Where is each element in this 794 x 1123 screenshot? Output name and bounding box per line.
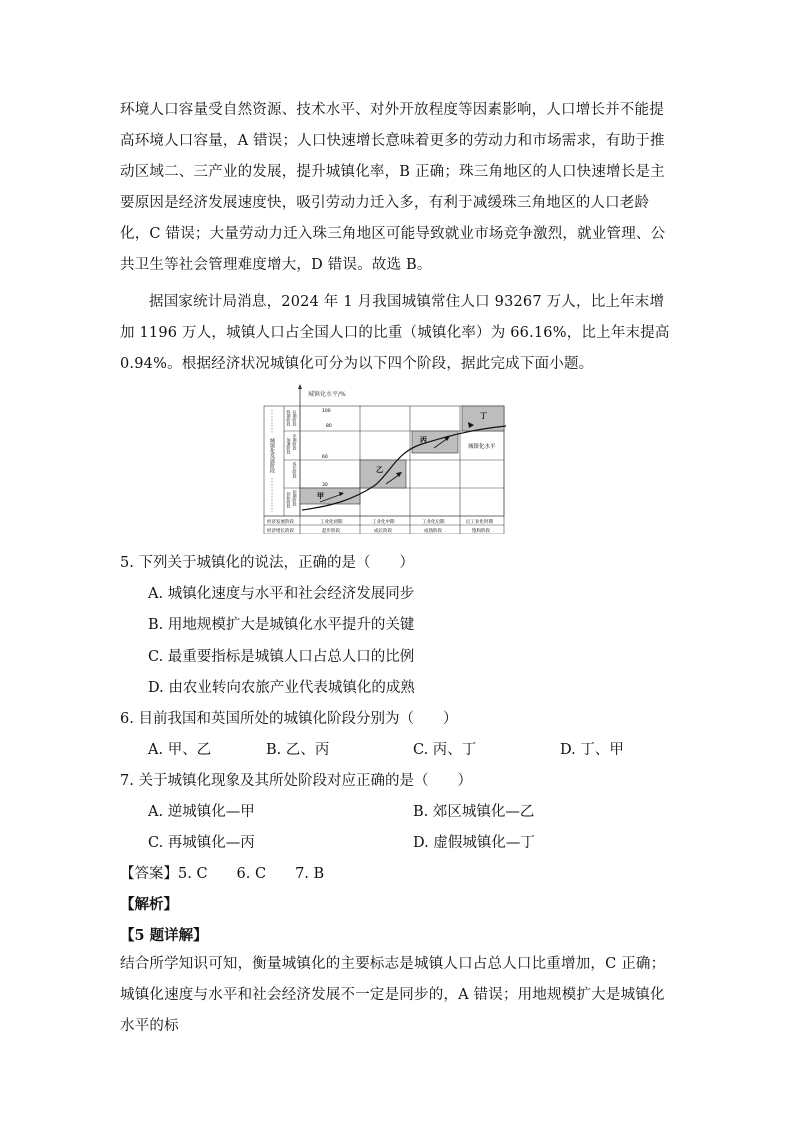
q6-option-a[interactable]: A. 甲、乙 <box>148 742 212 758</box>
bottom-row2-title: 经济增长阶段 <box>267 529 294 534</box>
left-stage: 初始阶段 <box>286 492 292 508</box>
bottom-row1-cell: 工业化后期 <box>422 520 445 525</box>
q5-option-d[interactable]: D. 由农业转向农旅产业代表城镇化的成熟 <box>148 680 415 696</box>
q5-option-c[interactable]: C. 最重要指标是城镇人口占总人口的比例 <box>148 649 415 665</box>
question-5-stem: 5. 下列关于城镇化的说法，正确的是（ ） <box>120 555 414 571</box>
q7-option-d[interactable]: D. 虚假城镇化—丁 <box>413 835 535 851</box>
q5-option-a[interactable]: A. 城镇化速度与水平和社会经济发展同步 <box>148 586 415 602</box>
y-tick: 100 <box>322 409 331 414</box>
analysis-heading: 【解析】 <box>120 896 178 913</box>
q7-option-a[interactable]: A. 逆城镇化—甲 <box>148 804 255 820</box>
y-tick: 80 <box>326 424 332 429</box>
bottom-row1-cell: 工业化中期 <box>372 520 395 525</box>
box-label-jia: 甲 <box>317 492 324 500</box>
curve-label: 城镇化水平 <box>468 444 496 450</box>
q6-option-d[interactable]: D. 丁、甲 <box>560 742 624 758</box>
box-label-bing: 丙 <box>420 436 427 444</box>
inner-stage: 成长阶段 <box>292 462 298 478</box>
question-intro-paragraph: 据国家统计局消息，2024 年 1 月我国城镇常住人口 93267 万人，比上年末增加 1196 万人，城镇人口占全国人口的比重（城镇化率）为 66.16%，比上年末提高 0.94%。根据经济状况城镇化可分为以下四个阶段，据此完成下面小题。 <box>120 294 670 372</box>
box-label-ding: 丁 <box>480 412 487 420</box>
question-6-stem: 6. 目前我国和英国所处的城镇化阶段分别为（ ） <box>120 711 458 727</box>
q6-option-c[interactable]: C. 丙、丁 <box>413 742 477 758</box>
bottom-row1-cell: 工业化初期 <box>320 520 343 525</box>
inner-stage: 初期阶段 <box>292 490 298 506</box>
bottom-row2-cell: 饱和阶段 <box>472 529 490 534</box>
answer-line: 【答案】5. C 6. C 7. B <box>120 866 325 882</box>
left-stage: 加速阶段 <box>286 438 292 454</box>
explanation-paragraph: 环境人口容量受自然资源、技术水平、对外开放程度等因素影响，人口增长并不能提高环境人口容量，A 错误；人口快速增长意味着更多的劳动力和市场需求，有助于推动区域二、三产业的发展，提升城镇化率，B 正确；珠三角地区的人口快速增长是主要原因是经济发展速度快，吸引劳动力迁入多，有利于减缓珠三角地区的人口老龄化，C 错误；大量劳动力迁入珠三角地区可能导致就业市场竞争激烈，就业管理、公共卫生等社会管理难度增大，D 错误。故选 B。 <box>120 102 666 273</box>
q5-detail-heading: 【5 题详解】 <box>120 927 208 944</box>
question-7-stem: 7. 关于城镇化现象及其所处阶段对应正确的是（ ） <box>120 773 472 789</box>
q7-option-b[interactable]: B. 郊区城镇化—乙 <box>413 804 535 820</box>
q7-option-c[interactable]: C. 再城镇化—丙 <box>148 835 255 851</box>
box-label-yi: 乙 <box>376 466 383 474</box>
y-tick: 30 <box>322 483 328 488</box>
left-title: 城镇化发展阶段 <box>269 438 275 473</box>
bottom-row1-title: 经济发展阶段 <box>267 520 294 525</box>
bottom-row1-cell: 后工业化时期 <box>466 520 493 525</box>
bottom-row2-cell: 成熟阶段 <box>424 529 442 534</box>
left-stage: 终期阶段 <box>286 410 292 426</box>
q5-detail-text: 结合所学知识可知，衡量城镇化的主要标志是城镇人口占总人口比重增加，C 正确；城镇化速度与水平和社会经济发展不一定是同步的，A 错误；用地规模扩大是城镇化水平的标 <box>120 956 666 1034</box>
q5-option-b[interactable]: B. 用地规模扩大是城镇化水平提升的关键 <box>148 617 415 633</box>
bottom-row2-cell: 成长阶段 <box>374 529 392 534</box>
y-axis-title: 城镇化水平/% <box>308 391 346 398</box>
bottom-row2-cell: 起步阶段 <box>322 529 340 534</box>
y-tick: 60 <box>322 455 328 460</box>
inner-stage: 中期阶段 <box>292 434 298 450</box>
q6-option-b[interactable]: B. 乙、丙 <box>266 742 330 758</box>
urbanization-stage-diagram <box>262 382 512 534</box>
inner-stage: 后期阶段 <box>292 410 298 426</box>
